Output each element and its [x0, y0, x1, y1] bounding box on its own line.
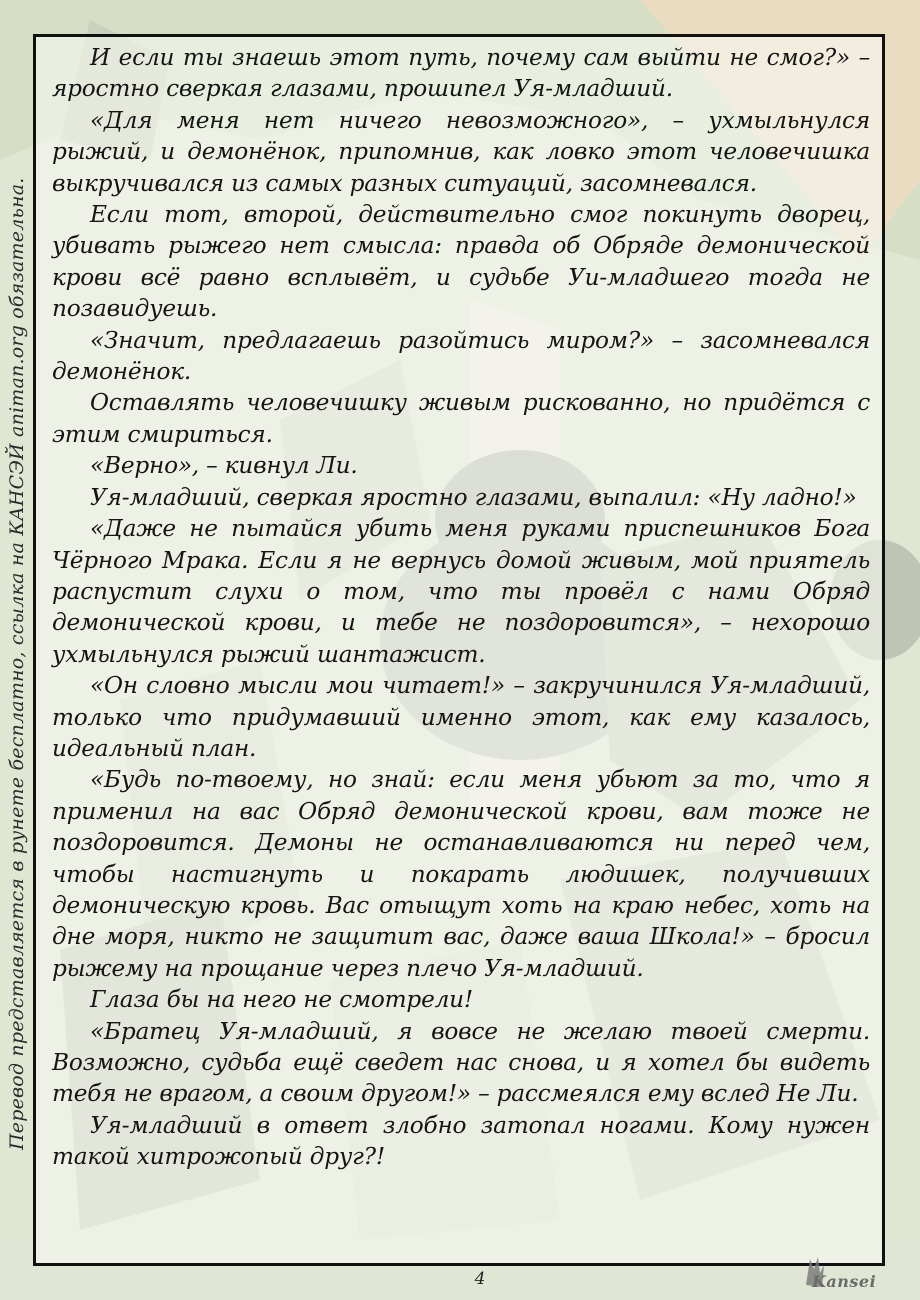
paragraph: «Он словно мысли мои читает!» – закручинился Уя-младший, только что придумавший именно этот, как ему казалось, идеальный план. [52, 672, 870, 762]
paragraph: «Братец Уя-младший, я вовсе не желаю твоей смерти. Возможно, судьба ещё сведет нас снова, и я хотел бы видеть тебя не врагом, а своим другом!» – рассмеялся ему вслед Не Ли. [52, 1017, 870, 1108]
page-number: 4 [474, 1269, 486, 1289]
paragraph: Уя-младший, сверкая яростно глазами, выпалил: «Ну ладно!» [90, 483, 857, 511]
paragraph: Глаза бы на него не смотрели! [90, 986, 474, 1014]
paragraph: «Верно», – кивнул Ли. [90, 452, 358, 480]
paragraph: Уя-младший в ответ злобно затопал ногами. Кому нужен такой хитрожопый друг?! [52, 1111, 870, 1171]
translation-note: Перевод представляется в рунете бесплатно, ссылка на КАНСЭЙ animan.org обязательна. [6, 177, 28, 1150]
story-text [52, 42, 870, 1173]
paragraph: Если тот, второй, действительно смог покинуть дворец, убивать рыжего нет смысла: правда об Обряде демонической крови всё равно всплывёт, и судьбе Уи-младшего тогда не позавидуешь. [52, 201, 870, 323]
paragraph: «Значит, предлагаешь разойтись миром?» – засомневался демонёнок. [52, 326, 870, 386]
logo-text: Kansei [812, 1272, 877, 1291]
paragraph: «Даже не пытайся убить меня руками приспешников Бога Чёрного Мрака. Если я не вернусь домой живым, мой приятель распустит слухи о том, что ты провёл с нами Обряд демонической крови, и тебе не поздоровится», – нехорошо ухмыльнулся рыжий шантажист. [52, 515, 870, 668]
paragraph: «Для меня нет ничего невозможного», – ухмыльнулся рыжий, и демонёнок, припомнив, как ловко этот человечишка выкручивался из самых разных ситуаций, засомневался. [52, 106, 870, 197]
paragraph: И если ты знаешь этот путь, почему сам выйти не смог?» – яростно сверкая глазами, прошипел Уя-младший. [52, 44, 870, 103]
paragraph: «Будь по-твоему, но знай: если меня убьют за то, что я применил на вас Обряд демонической крови, вам тоже не поздоровится. Демоны не останавливаются ни перед чем, чтобы настигнуть и покарать людишек, получивших демоническую кровь. Вас отыщут хоть на краю небес, хоть на дне моря, никто не защитит вас, даже ваша Школа!» – бросил рыжему на прощание через плечо Уя-младший. [52, 766, 870, 982]
paragraph: Оставлять человечишку живым рискованно, но придётся с этим смириться. [52, 389, 870, 448]
